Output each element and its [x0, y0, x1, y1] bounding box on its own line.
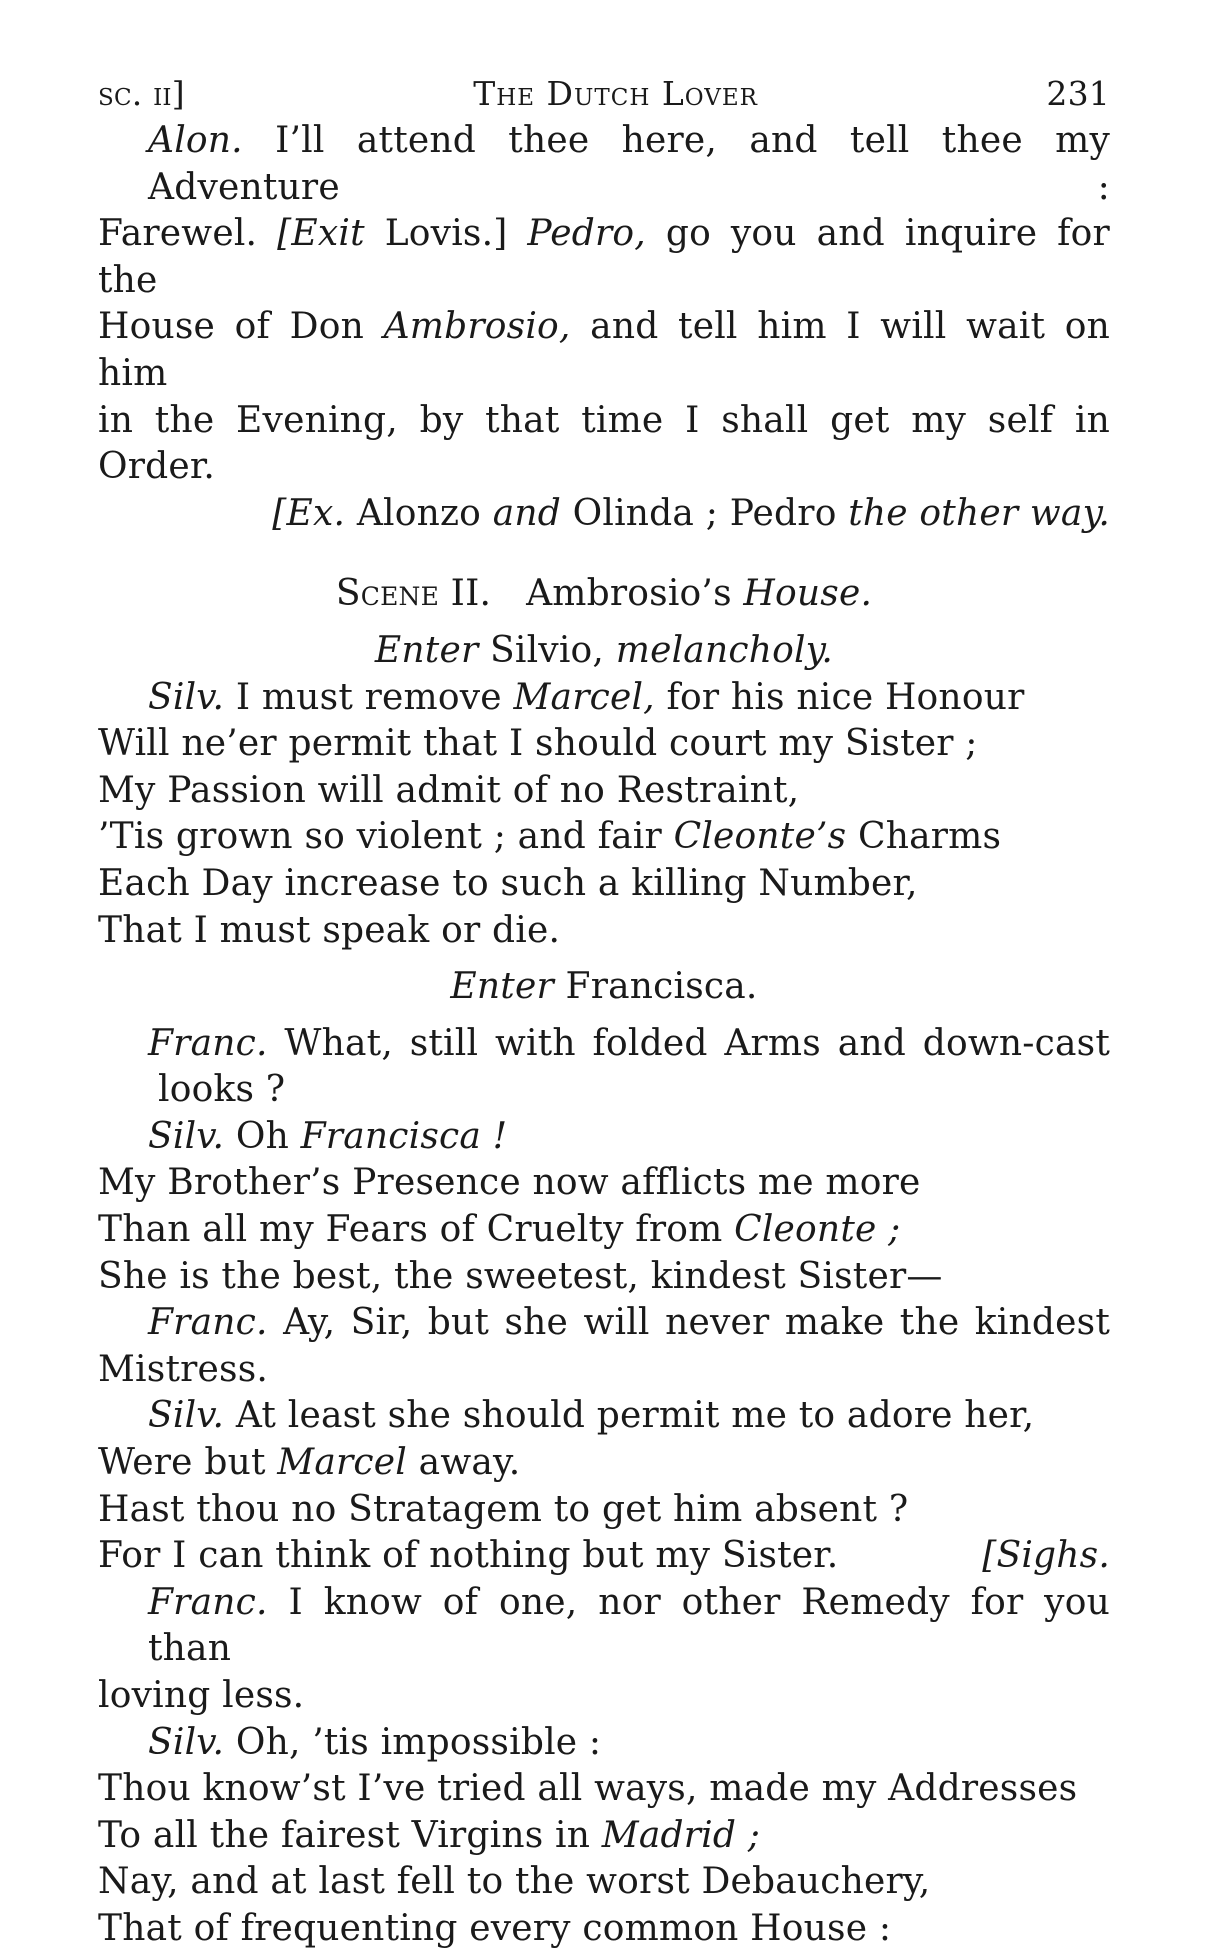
spacer — [98, 1011, 1110, 1021]
text-line — [98, 1813, 1110, 1860]
scene-label: Scene II. — [335, 573, 492, 615]
character-name: Marcel, — [513, 676, 655, 718]
speech-text: House of Don — [98, 306, 364, 348]
speech-text: For I can think of nothing but my Sister. — [98, 1535, 839, 1577]
text-line — [98, 1720, 1110, 1767]
page-number: 231 — [1046, 74, 1110, 113]
character-name: Francisca ! — [300, 1115, 508, 1157]
book-page — [98, 72, 1110, 1953]
character-name: Olinda ; — [572, 492, 719, 534]
text-line: That of frequenting every common House : — [98, 1907, 892, 1949]
text-line: She is the best, the sweetest, kindest Sister— — [98, 1255, 943, 1297]
text-line: looks ? — [158, 1069, 286, 1111]
speech-francisca-2 — [98, 1300, 1110, 1393]
speech-silvio-3 — [98, 1393, 1110, 1579]
spacer — [98, 537, 1110, 571]
character-name: Lovis.] — [384, 213, 508, 255]
speech-text: and tell him I will wait on him — [98, 306, 1110, 394]
text-line: loving less. — [98, 1675, 305, 1716]
stage-direction: the other way. — [848, 492, 1110, 534]
stage-direction: and — [492, 492, 561, 534]
text-line: Mistress. — [98, 1348, 269, 1390]
text-line — [98, 814, 1110, 861]
speaker-name: Silv. — [148, 1115, 225, 1157]
scene-place: Ambrosio’s — [526, 573, 732, 615]
speaker-name: Franc. — [148, 1302, 268, 1344]
speech-text: At least she should permit me to adore her, — [235, 1395, 1035, 1437]
character-name: Cleonte ; — [734, 1209, 901, 1251]
text-line: Nay, and at last fell to the worst Debauchery, — [98, 1861, 931, 1903]
speech-text: What, still with folded Arms and down-cast — [284, 1022, 1110, 1064]
speech-text: away. — [418, 1442, 521, 1484]
text-line — [98, 211, 1110, 304]
text-line — [98, 1533, 1110, 1580]
speech-text: Than all my Fears of Cruelty from — [98, 1209, 723, 1251]
stage-direction: [Ex. — [272, 492, 346, 534]
character-name: Pedro, — [527, 213, 646, 255]
stage-direction: Enter — [450, 966, 554, 1008]
speaker-name: Silv. — [148, 1395, 225, 1437]
speaker-name: Alon. — [148, 120, 243, 161]
character-name: Alonzo — [356, 492, 482, 534]
speech-text: Farewel. — [98, 213, 258, 255]
character-name: Ambrosio, — [383, 306, 571, 348]
text-line: Will ne’er permit that I should court my Sister ; — [98, 723, 978, 765]
speech-text: I know of one, nor other Remedy for you than — [148, 1581, 1110, 1670]
speech-text: Charms — [857, 816, 1002, 858]
speaker-name: Franc. — [148, 1022, 268, 1064]
text-line — [98, 1114, 1110, 1161]
text-line — [98, 118, 1110, 211]
entrance-francisca — [98, 964, 1110, 1011]
stage-direction: [Exit — [277, 213, 365, 255]
speech-francisca-3 — [98, 1580, 1110, 1720]
speaker-name: Franc. — [148, 1581, 268, 1623]
scene-marker: sc. ii] — [98, 74, 185, 113]
speech-text: I’ll attend thee here, and tell thee my Adventure : — [148, 120, 1110, 208]
speech-silvio-1 — [98, 675, 1110, 955]
text-line: That I must speak or die. — [98, 909, 561, 951]
text-line — [98, 1300, 1110, 1347]
running-header — [98, 72, 1110, 118]
character-name: Cleonte’s — [673, 816, 847, 858]
stage-direction: melancholy. — [615, 629, 834, 671]
text-line: Thou know’st I’ve tried all ways, made my Addresses — [98, 1768, 1078, 1810]
speech-text: Oh, ’tis impossible : — [235, 1721, 602, 1763]
speaker-name: Silv. — [148, 1721, 225, 1763]
speech-text: To all the fairest Virgins in — [98, 1814, 591, 1856]
text-line — [98, 1393, 1110, 1440]
speech-text: Were but — [98, 1442, 266, 1484]
speech-silvio-2 — [98, 1114, 1110, 1300]
speech-text: ’Tis grown so violent ; and fair — [98, 816, 662, 858]
stage-direction: [Sighs. — [982, 1535, 1110, 1577]
text-line: Hast thou no Stratagem to get him absent ? — [98, 1488, 909, 1530]
stage-direction: Enter — [374, 629, 479, 671]
text-line: My Brother’s Presence now afflicts me more — [98, 1162, 921, 1204]
text-line — [98, 1580, 1110, 1673]
spacer — [98, 954, 1110, 964]
speech-text: go you and inquire for the — [98, 213, 1110, 301]
speech-alonzo — [98, 118, 1110, 537]
scene-heading — [98, 571, 1110, 618]
character-name: Francisca. — [565, 966, 758, 1008]
character-name: Pedro — [729, 492, 837, 534]
character-name: Silvio, — [490, 629, 605, 671]
scene-place-italic: House. — [743, 573, 873, 615]
speaker-name: Silv. — [148, 676, 225, 718]
speech-text: Oh — [235, 1115, 289, 1157]
speech-francisca-1 — [98, 1021, 1110, 1114]
entrance-silvio — [98, 628, 1110, 675]
text-line — [98, 675, 1110, 722]
character-name: Marcel — [277, 1442, 408, 1484]
exit-direction — [98, 491, 1110, 538]
speech-text: Ay, Sir, but she will never make the kindest — [283, 1302, 1110, 1344]
text-line: My Passion will admit of no Restraint, — [98, 769, 800, 811]
text-line — [98, 304, 1110, 397]
book-title: The Dutch Lover — [473, 74, 758, 113]
text-line: Each Day increase to such a killing Number, — [98, 862, 918, 904]
text-line — [98, 1021, 1110, 1068]
text-line: in the Evening, by that time I shall get my self in Order. — [98, 399, 1110, 488]
text-line — [98, 1440, 1110, 1487]
place-name: Madrid ; — [601, 1814, 761, 1856]
speech-silvio-4 — [98, 1720, 1110, 1953]
speech-text: I must remove — [235, 676, 502, 718]
spacer — [98, 618, 1110, 628]
text-line — [98, 1207, 1110, 1254]
speech-text: for his nice Honour — [666, 676, 1025, 718]
